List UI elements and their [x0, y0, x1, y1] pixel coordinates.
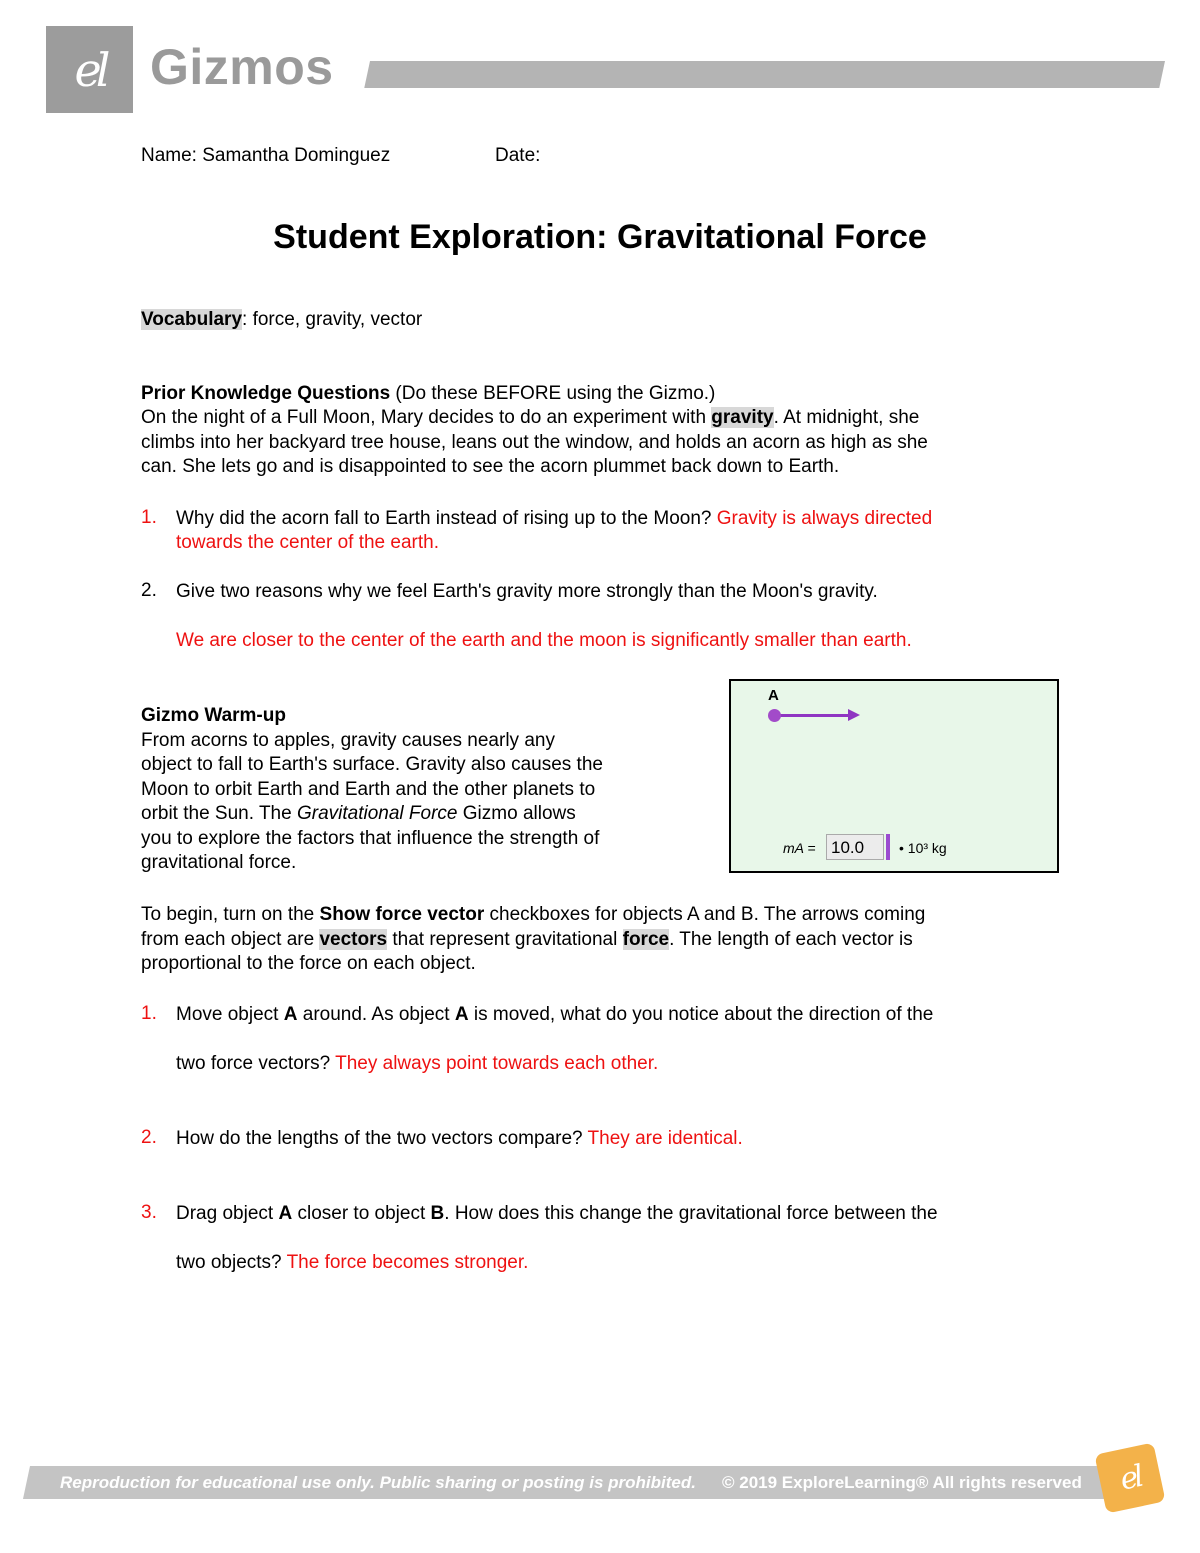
text-span: . How does this change the gravitational force between the	[444, 1203, 938, 1224]
prior-heading-bold: Prior Knowledge Questions	[141, 383, 391, 404]
warmup-line5: you to explore the factors that influence the strength of	[141, 828, 600, 849]
text-span: To begin, turn on the	[141, 904, 320, 925]
vectors-highlight: vectors	[319, 929, 388, 950]
warmup-q3-cont	[176, 1251, 528, 1276]
warmup-line2: object to fall to Earth's surface. Gravity also causes the	[141, 754, 603, 775]
header-bar	[364, 61, 1165, 88]
intro-line1	[141, 903, 925, 928]
prior-paragraph-line2: climbs into her backyard tree house, leans out the window, and holds an acorn as high as she	[141, 432, 928, 453]
text-span: On the night of a Full Moon, Mary decides to do an experiment with	[141, 407, 712, 428]
warmup-line1: From acorns to apples, gravity causes nearly any	[141, 730, 555, 751]
warmup-heading: Gizmo Warm-up	[141, 705, 286, 726]
text-span: two objects?	[176, 1252, 287, 1273]
prior-knowledge-heading	[141, 382, 715, 407]
text-span: from each object are	[141, 929, 320, 950]
bold-span: B	[430, 1203, 445, 1224]
mass-input: 10.0	[826, 834, 884, 860]
text-span: Move object	[176, 1004, 284, 1025]
warmup-line4	[141, 802, 576, 827]
warmup-q1	[176, 1003, 933, 1028]
answer-text: Gravity is always directed	[716, 508, 933, 529]
prior-q1-number: 1.	[141, 507, 157, 528]
text-span: two force vectors?	[176, 1053, 336, 1074]
prior-heading-note: (Do these BEFORE using the Gizmo.)	[390, 383, 716, 404]
warmup-q3	[176, 1202, 938, 1227]
warmup-q1-cont	[176, 1052, 658, 1077]
gizmo-screenshot	[729, 679, 1059, 873]
text-span: that represent gravitational	[387, 929, 623, 950]
mass-slider-handle	[886, 834, 890, 860]
brand-name: Gizmos	[150, 39, 334, 95]
vocabulary-line	[141, 308, 422, 333]
text-span: closer to object	[292, 1203, 431, 1224]
answer-text: They always point towards each other.	[335, 1053, 659, 1074]
gravity-highlight: gravity	[711, 407, 774, 428]
bold-span: A	[278, 1203, 293, 1224]
object-a-label: A	[768, 687, 779, 704]
prior-paragraph-line3: can. She lets go and is disappointed to see the acorn plummet back down to Earth.	[141, 456, 840, 477]
mass-label: mA =	[783, 840, 816, 856]
intro-line2	[141, 928, 913, 953]
prior-q2: Give two reasons why we feel Earth's gravity more strongly than the Moon's gravity.	[176, 581, 878, 602]
text-span: . The length of each vector is	[669, 929, 913, 950]
page-title: Student Exploration: Gravitational Force	[273, 218, 927, 256]
bold-span: A	[283, 1004, 298, 1025]
force-vector-arrow	[779, 714, 853, 717]
force-highlight: force	[622, 929, 670, 950]
answer-text: The force becomes stronger.	[286, 1252, 529, 1273]
warmup-q1-number: 1.	[141, 1003, 157, 1024]
prior-paragraph-line1	[141, 406, 919, 431]
student-name: Name: Samantha Dominguez	[141, 145, 391, 166]
answer-text: They are identical.	[587, 1128, 743, 1149]
prior-q2-number: 2.	[141, 580, 157, 601]
question-text: Why did the acorn fall to Earth instead of rising up to the Moon?	[176, 508, 717, 529]
text-span: orbit the Sun. The	[141, 803, 297, 824]
intro-line3: proportional to the force on each object.	[141, 953, 476, 974]
prior-q1-answer-cont: towards the center of the earth.	[176, 532, 439, 553]
text-span: . At midnight, she	[773, 407, 920, 428]
prior-q1	[176, 507, 932, 532]
prior-q2-answer: We are closer to the center of the earth and the moon is significantly smaller than earth.	[176, 630, 912, 651]
object-a	[768, 709, 781, 722]
footer-logo: el	[1094, 1442, 1165, 1513]
footer-disclaimer: Reproduction for educational use only. Public sharing or posting is prohibited.	[60, 1473, 696, 1492]
warmup-line6: gravitational force.	[141, 852, 297, 873]
text-span: around. As object	[297, 1004, 455, 1025]
warmup-q3-number: 3.	[141, 1202, 157, 1223]
warmup-line3: Moon to orbit Earth and Earth and the other planets to	[141, 779, 596, 800]
warmup-q2	[176, 1127, 743, 1152]
text-span: checkboxes for objects A and B. The arrows coming	[484, 904, 926, 925]
show-force-vector-bold: Show force vector	[319, 904, 485, 925]
date-field: Date:	[495, 145, 541, 166]
text-span: Drag object	[176, 1203, 279, 1224]
question-text: How do the lengths of the two vectors compare?	[176, 1128, 588, 1149]
bold-span: A	[454, 1004, 469, 1025]
text-span: is moved, what do you notice about the direction of the	[468, 1004, 934, 1025]
text-span: Gizmo allows	[457, 803, 576, 824]
warmup-q2-number: 2.	[141, 1127, 157, 1148]
footer-copyright: © 2019 ExploreLearning® All rights reserved	[722, 1473, 1082, 1492]
vocabulary-terms: : force, gravity, vector	[242, 309, 423, 330]
force-vector-arrowhead	[848, 709, 860, 721]
vocabulary-label: Vocabulary	[141, 309, 243, 330]
mass-unit: • 10³ kg	[899, 840, 947, 856]
gizmo-title-italic: Gravitational Force	[296, 803, 458, 824]
explorelearning-logo: el	[46, 26, 133, 113]
